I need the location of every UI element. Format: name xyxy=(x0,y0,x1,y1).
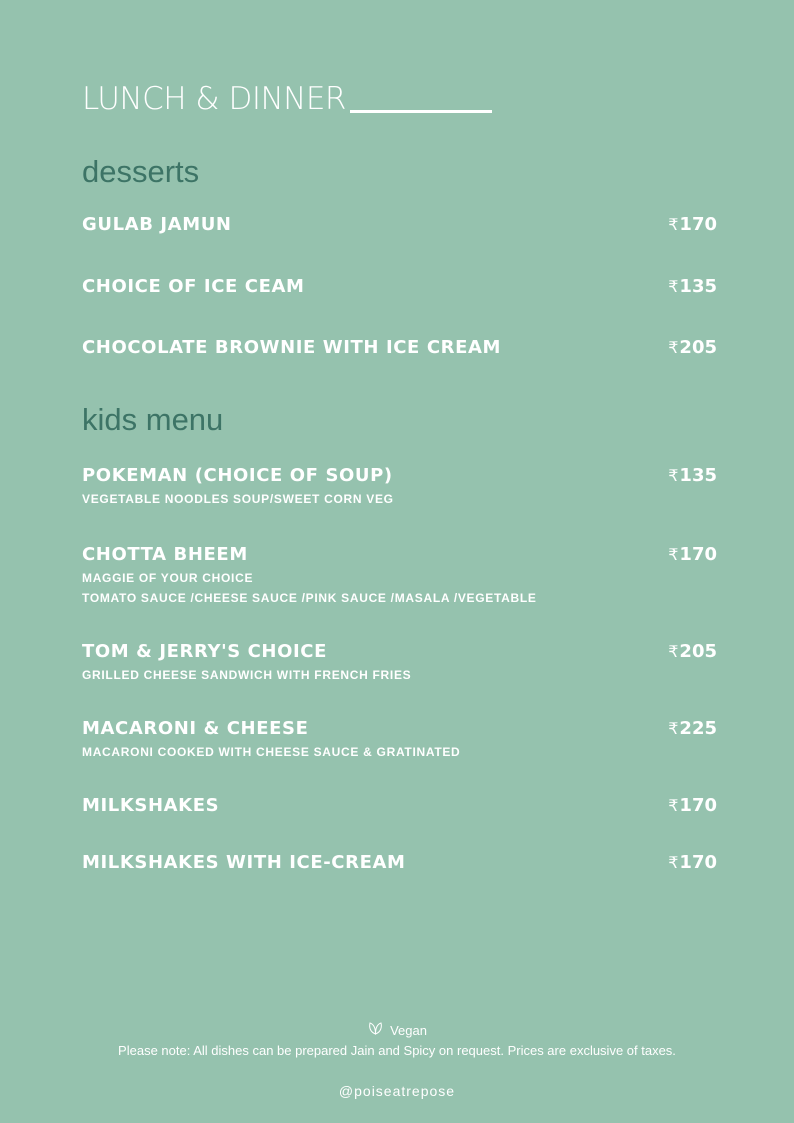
price-value: 170 xyxy=(679,795,717,816)
title-underline xyxy=(350,110,492,113)
price-value: 135 xyxy=(679,465,717,486)
item-name: MILKSHAKES WITH ICE-CREAM xyxy=(82,852,406,873)
item-name: POKEMAN (CHOICE OF SOUP) xyxy=(82,465,393,486)
currency-symbol: ₹ xyxy=(668,642,679,661)
price-value: 225 xyxy=(679,718,717,739)
menu-item xyxy=(82,339,717,357)
item-description: MAGGIE OF YOUR CHOICE xyxy=(82,571,254,585)
price-value: 205 xyxy=(679,337,717,358)
item-price xyxy=(668,339,717,357)
item-price xyxy=(668,278,717,296)
item-description: TOMATO SAUCE /CHEESE SAUCE /PINK SAUCE /MASALA /VEGETABLE xyxy=(82,591,537,605)
item-name: CHOTTA BHEEM xyxy=(82,544,248,565)
currency-symbol: ₹ xyxy=(668,853,679,872)
section-title-desserts: desserts xyxy=(82,154,200,189)
currency-symbol: ₹ xyxy=(668,338,679,357)
item-name: CHOCOLATE BROWNIE WITH ICE CREAM xyxy=(82,337,502,358)
vegan-legend xyxy=(0,1021,794,1039)
currency-symbol: ₹ xyxy=(668,466,679,485)
item-description: MACARONI COOKED WITH CHEESE SAUCE & GRATINATED xyxy=(82,745,461,759)
menu-item xyxy=(82,720,717,758)
currency-symbol: ₹ xyxy=(668,796,679,815)
menu-item xyxy=(82,216,717,234)
item-name: TOM & JERRY'S CHOICE xyxy=(82,641,328,662)
menu-item xyxy=(82,467,717,505)
currency-symbol: ₹ xyxy=(668,719,679,738)
menu-item xyxy=(82,546,717,604)
currency-symbol: ₹ xyxy=(668,277,679,296)
social-handle[interactable]: @poiseatrepose xyxy=(338,1083,456,1099)
item-price xyxy=(668,216,717,234)
price-value: 170 xyxy=(679,214,717,235)
item-price xyxy=(668,467,717,485)
price-value: 205 xyxy=(679,641,717,662)
item-price xyxy=(668,546,717,564)
menu-item xyxy=(82,854,717,872)
section-title-kids-menu: kids menu xyxy=(82,402,224,437)
item-name: GULAB JAMUN xyxy=(82,214,232,235)
item-description: VEGETABLE NOODLES SOUP/SWEET CORN VEG xyxy=(82,492,394,506)
currency-symbol: ₹ xyxy=(668,215,679,234)
leaf-icon xyxy=(367,1021,384,1039)
item-price xyxy=(668,854,717,872)
item-price xyxy=(668,797,717,815)
menu-item xyxy=(82,797,717,815)
price-value: 170 xyxy=(679,852,717,873)
item-name: MACARONI & CHEESE xyxy=(82,718,309,739)
vegan-label: Vegan xyxy=(390,1022,427,1038)
item-price xyxy=(668,720,717,738)
item-price xyxy=(668,643,717,661)
currency-symbol: ₹ xyxy=(668,545,679,564)
menu-item xyxy=(82,643,717,681)
item-description: GRILLED CHEESE SANDWICH WITH FRENCH FRIES xyxy=(82,668,412,682)
item-name: CHOICE OF ICE CEAM xyxy=(82,276,305,297)
item-name: MILKSHAKES xyxy=(82,795,220,816)
page-title: LUNCH & DINNER xyxy=(82,81,346,117)
price-value: 135 xyxy=(679,276,717,297)
menu-header xyxy=(82,81,492,117)
price-value: 170 xyxy=(679,544,717,565)
menu-item xyxy=(82,278,717,296)
footer-note: Please note: All dishes can be prepared Jain and Spicy on request. Prices are exclusive of taxes. xyxy=(118,1043,676,1058)
